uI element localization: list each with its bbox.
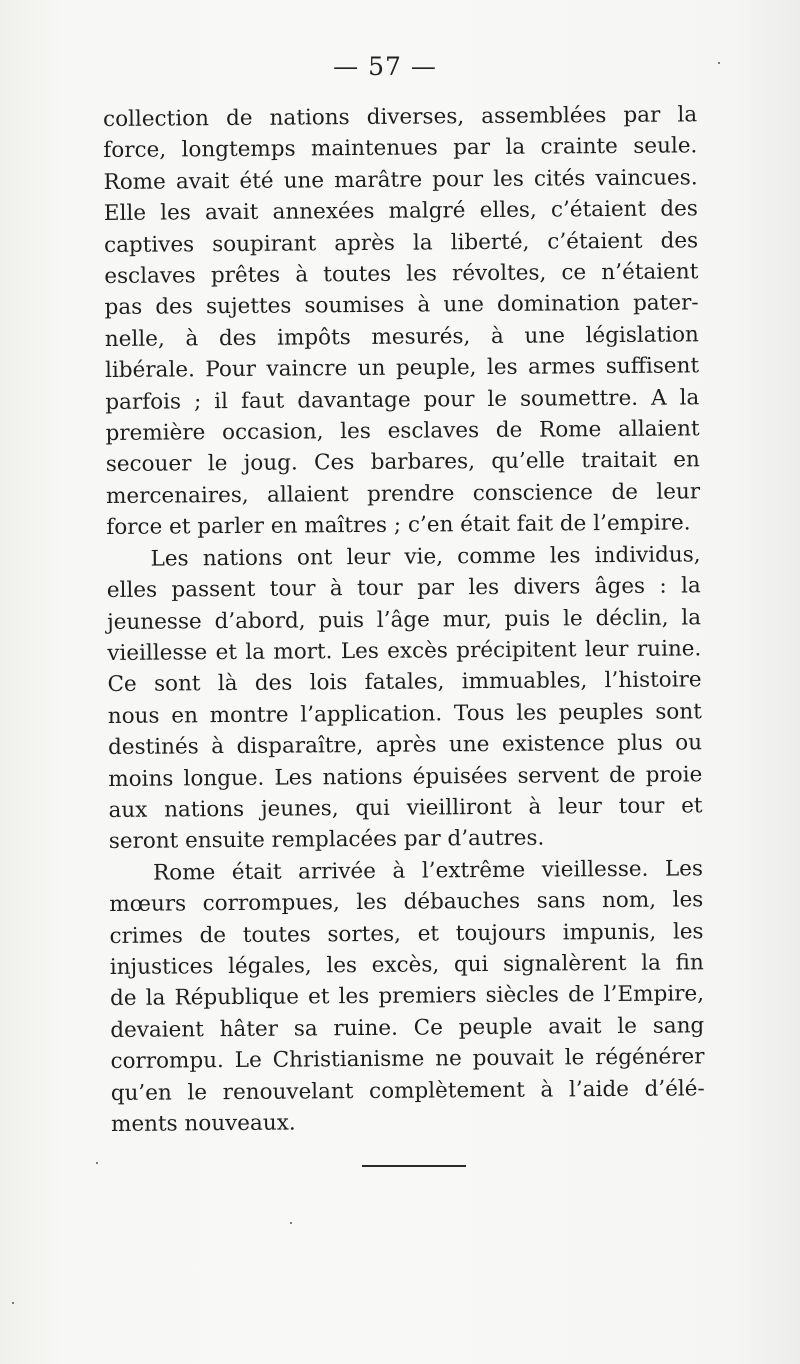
text-line: jeunesse d’abord, puis l’âge mur, puis le déclin, la bbox=[106, 604, 702, 635]
text-line: collection de nations diverses, assemblées par la bbox=[103, 102, 698, 132]
text-line: ments nouveaux. bbox=[110, 1110, 296, 1137]
text-line: Rome avait été une marâtre pour les cités vaincues. bbox=[103, 165, 698, 195]
text-line: devaient hâter sa ruine. Ce peuple avait le sang bbox=[110, 1013, 705, 1043]
text-line: Rome était arrivée à l’extrême vieillesse. Les bbox=[152, 856, 704, 886]
text-line: seront ensuite remplacées par d’autres. bbox=[108, 825, 545, 855]
text-line: qu’en le renouvelant complètement à l’aide d’élé- bbox=[110, 1075, 705, 1106]
text-line: secouer le joug. Ces barbares, qu’elle traitait en bbox=[105, 447, 700, 478]
text-line: corrompu. Le Christianisme ne pouvait le régénérer bbox=[110, 1044, 705, 1075]
paragraph-3 bbox=[109, 853, 705, 1140]
text-line: de la République et les premiers siècles de l’Empire, bbox=[109, 981, 705, 1012]
paper-speck bbox=[12, 1302, 14, 1304]
text-line: captives soupirant après la liberté, c’étaient des bbox=[104, 227, 699, 258]
text-line: crimes de toutes sortes, et toujours impunis, les bbox=[109, 918, 704, 949]
text-line: Les nations ont leur vie, comme les individus, bbox=[150, 542, 701, 572]
text-line: injustices légales, les excès, qui signalèrent la fin bbox=[109, 950, 704, 980]
text-line: Ce sont là des lois fatales, immuables, l’histoire bbox=[107, 667, 702, 698]
text-line: mercenaires, allaient prendre conscience de leur bbox=[105, 479, 701, 509]
text-line: force, longtemps maintenues par la crainte seule. bbox=[103, 133, 698, 164]
text-line: vieillesse et la mort. Les excès précipitent leur ruine. bbox=[107, 636, 702, 666]
text-line: esclaves prêtes à toutes les révoltes, ce n’étaient bbox=[104, 259, 699, 290]
text-line: parfois ; il faut davantage pour le soumettre. A la bbox=[105, 384, 700, 415]
text-line: force et parler en maîtres ; c’en était fait de l’empire. bbox=[106, 510, 691, 541]
text-line: mœurs corrompues, les débauches sans nom, les bbox=[109, 887, 704, 918]
paper-speck bbox=[96, 1162, 98, 1164]
text-line: aux nations jeunes, qui vieilliront à leur tour et bbox=[108, 793, 703, 823]
text-line: nous en montre l’application. Tous les peuples sont bbox=[107, 699, 702, 729]
text-line: Elle les avait annexées malgré elles, c’étaient des bbox=[103, 196, 698, 227]
text-line: pas des sujettes soumises à une domination pater- bbox=[104, 290, 699, 321]
text-line: première occasion, les esclaves de Rome allaient bbox=[105, 416, 700, 447]
paragraph-2 bbox=[106, 539, 702, 858]
text-line: elles passent tour à tour par les divers âges : la bbox=[106, 573, 701, 604]
text-line: libérale. Pour vaincre un peuple, les armes suffisent bbox=[104, 353, 700, 384]
paper-speck bbox=[718, 62, 720, 64]
section-end-rule bbox=[362, 1165, 466, 1167]
paper-speck bbox=[290, 1222, 292, 1224]
paragraph-1 bbox=[103, 99, 700, 543]
text-line: nelle, à des impôts mesurés, à une législation bbox=[104, 322, 699, 352]
text-line: moins longue. Les nations épuisées servent de proie bbox=[108, 761, 703, 792]
page-number: — 57 — bbox=[333, 52, 437, 81]
text-line: destinés à disparaître, après une existence plus ou bbox=[107, 730, 703, 761]
body-text bbox=[103, 99, 705, 1140]
